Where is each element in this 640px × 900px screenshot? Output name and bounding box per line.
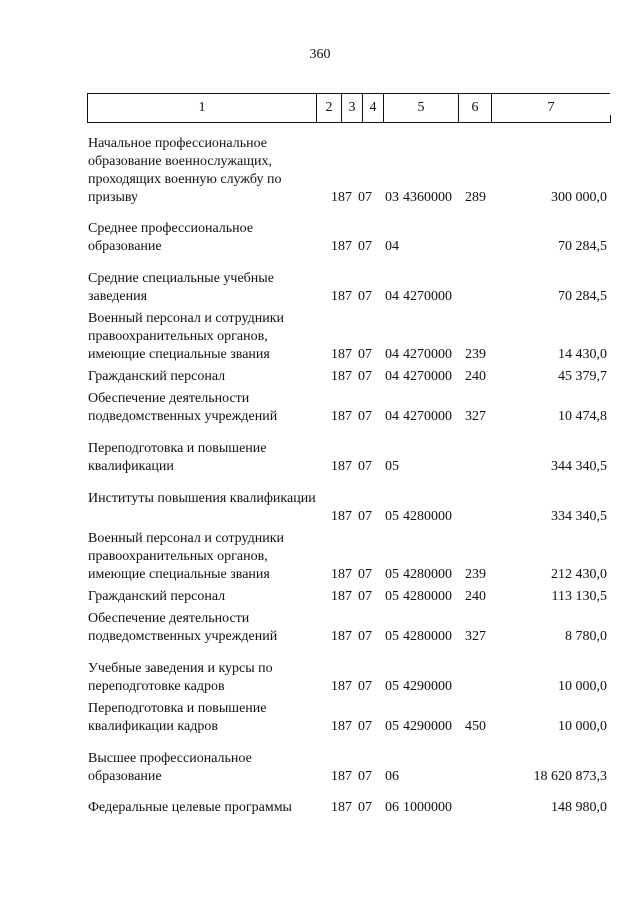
row-c7: 300 000,0 — [551, 190, 607, 205]
row-c3: 07 — [358, 369, 372, 384]
row-c4: 05 — [385, 719, 399, 734]
row-c4: 05 — [385, 459, 399, 474]
row-c7: 70 284,5 — [558, 289, 607, 304]
row-c6: 289 — [465, 190, 486, 205]
row-c2: 187 — [331, 719, 352, 734]
row-c6: 327 — [465, 409, 486, 424]
row-c7: 10 000,0 — [558, 719, 607, 734]
row-c5: 4280000 — [403, 567, 452, 582]
row-c7: 70 284,5 — [558, 239, 607, 254]
row-c3: 07 — [358, 509, 372, 524]
row-c4: 04 — [385, 289, 399, 304]
row-c4: 05 — [385, 509, 399, 524]
row-c6: 239 — [465, 567, 486, 582]
row-c5: 4280000 — [403, 589, 452, 604]
row-c3: 07 — [358, 347, 372, 362]
row-name: Гражданский персонал — [88, 369, 226, 384]
row-name: Гражданский персонал — [88, 589, 226, 604]
row-c7: 334 340,5 — [551, 509, 607, 524]
row-c5: 4280000 — [403, 629, 452, 644]
row-c5: 1000000 — [403, 800, 452, 815]
row-c3: 07 — [358, 800, 372, 815]
row-c5: 4270000 — [403, 409, 452, 424]
row-name: Переподготовка и повышение квалификации — [88, 441, 267, 474]
row-name: Среднее профессиональное образование — [88, 221, 254, 254]
row-c4: 06 — [385, 769, 399, 784]
row-c3: 07 — [358, 679, 372, 694]
row-c7: 8 780,0 — [565, 629, 607, 644]
row-c7: 148 980,0 — [551, 800, 607, 815]
row-c5: 4290000 — [403, 719, 452, 734]
row-c4: 04 — [385, 409, 399, 424]
row-c2: 187 — [331, 190, 352, 205]
row-c3: 07 — [358, 589, 372, 604]
row-c7: 45 379,7 — [558, 369, 607, 384]
row-c2: 187 — [331, 369, 352, 384]
row-c6: 239 — [465, 347, 486, 362]
header-col-3: 3 — [341, 93, 362, 123]
row-c5: 4290000 — [403, 679, 452, 694]
row-name: Обеспечение деятельности подведомственных учреждений — [88, 391, 278, 424]
row-c3: 07 — [358, 567, 372, 582]
row-c5: 4270000 — [403, 369, 452, 384]
row-c5: 4270000 — [403, 289, 452, 304]
header-col-1: 1 — [87, 93, 316, 123]
row-c2: 187 — [331, 289, 352, 304]
row-c6: 450 — [465, 719, 486, 734]
row-c4: 06 — [385, 800, 399, 815]
row-c7: 212 430,0 — [551, 567, 607, 582]
row-c3: 07 — [358, 459, 372, 474]
row-c2: 187 — [331, 679, 352, 694]
row-c7: 10 000,0 — [558, 679, 607, 694]
row-c3: 07 — [358, 719, 372, 734]
header-col-6: 6 — [458, 93, 491, 123]
row-c2: 187 — [331, 347, 352, 362]
header-col-4: 4 — [362, 93, 383, 123]
row-c4: 05 — [385, 629, 399, 644]
row-c2: 187 — [331, 459, 352, 474]
row-c5: 4280000 — [403, 509, 452, 524]
row-c6: 327 — [465, 629, 486, 644]
row-c4: 04 — [385, 369, 399, 384]
row-c7: 113 130,5 — [551, 589, 607, 604]
row-c4: 05 — [385, 567, 399, 582]
row-c5: 4270000 — [403, 347, 452, 362]
row-c2: 187 — [331, 629, 352, 644]
row-name: Военный персонал и сотрудники правоохранительных органов, имеющие специальные звания — [88, 311, 284, 362]
row-name: Средние специальные учебные заведения — [88, 271, 274, 304]
row-name: Переподготовка и повышение квалификации кадров — [88, 701, 267, 734]
row-c7: 18 620 873,3 — [533, 769, 607, 784]
row-c3: 07 — [358, 289, 372, 304]
row-c3: 07 — [358, 190, 372, 205]
row-c2: 187 — [331, 589, 352, 604]
row-c2: 187 — [331, 769, 352, 784]
row-name: Институты повышения квалификации — [88, 491, 316, 506]
row-c7: 14 430,0 — [558, 347, 607, 362]
row-name: Военный персонал и сотрудники правоохранительных органов, имеющие специальные звания — [88, 531, 284, 582]
header-col-2: 2 — [316, 93, 341, 123]
row-c2: 187 — [331, 239, 352, 254]
row-c7: 10 474,8 — [558, 409, 607, 424]
row-name: Федеральные целевые программы — [88, 800, 292, 815]
row-c3: 07 — [358, 409, 372, 424]
header-col-7: 7 — [491, 93, 610, 123]
row-c7: 344 340,5 — [551, 459, 607, 474]
row-name: Учебные заведения и курсы по переподготовке кадров — [88, 661, 273, 694]
row-c6: 240 — [465, 369, 486, 384]
row-c2: 187 — [331, 567, 352, 582]
row-name: Обеспечение деятельности подведомственных учреждений — [88, 611, 278, 644]
header-col-5: 5 — [383, 93, 458, 123]
row-c2: 187 — [331, 800, 352, 815]
row-name: Высшее профессиональное образование — [88, 751, 252, 784]
row-c4: 05 — [385, 679, 399, 694]
row-c4: 03 — [385, 190, 399, 205]
row-c5: 4360000 — [403, 190, 452, 205]
row-c4: 04 — [385, 347, 399, 362]
row-c3: 07 — [358, 769, 372, 784]
row-c2: 187 — [331, 409, 352, 424]
row-c6: 240 — [465, 589, 486, 604]
row-c2: 187 — [331, 509, 352, 524]
row-c4: 05 — [385, 589, 399, 604]
row-c3: 07 — [358, 629, 372, 644]
row-name: Начальное профессиональное образование военнослужащих, проходящих военную службу по призыву — [88, 136, 282, 205]
row-c4: 04 — [385, 239, 399, 254]
row-c3: 07 — [358, 239, 372, 254]
page-number: 360 — [309, 47, 331, 62]
